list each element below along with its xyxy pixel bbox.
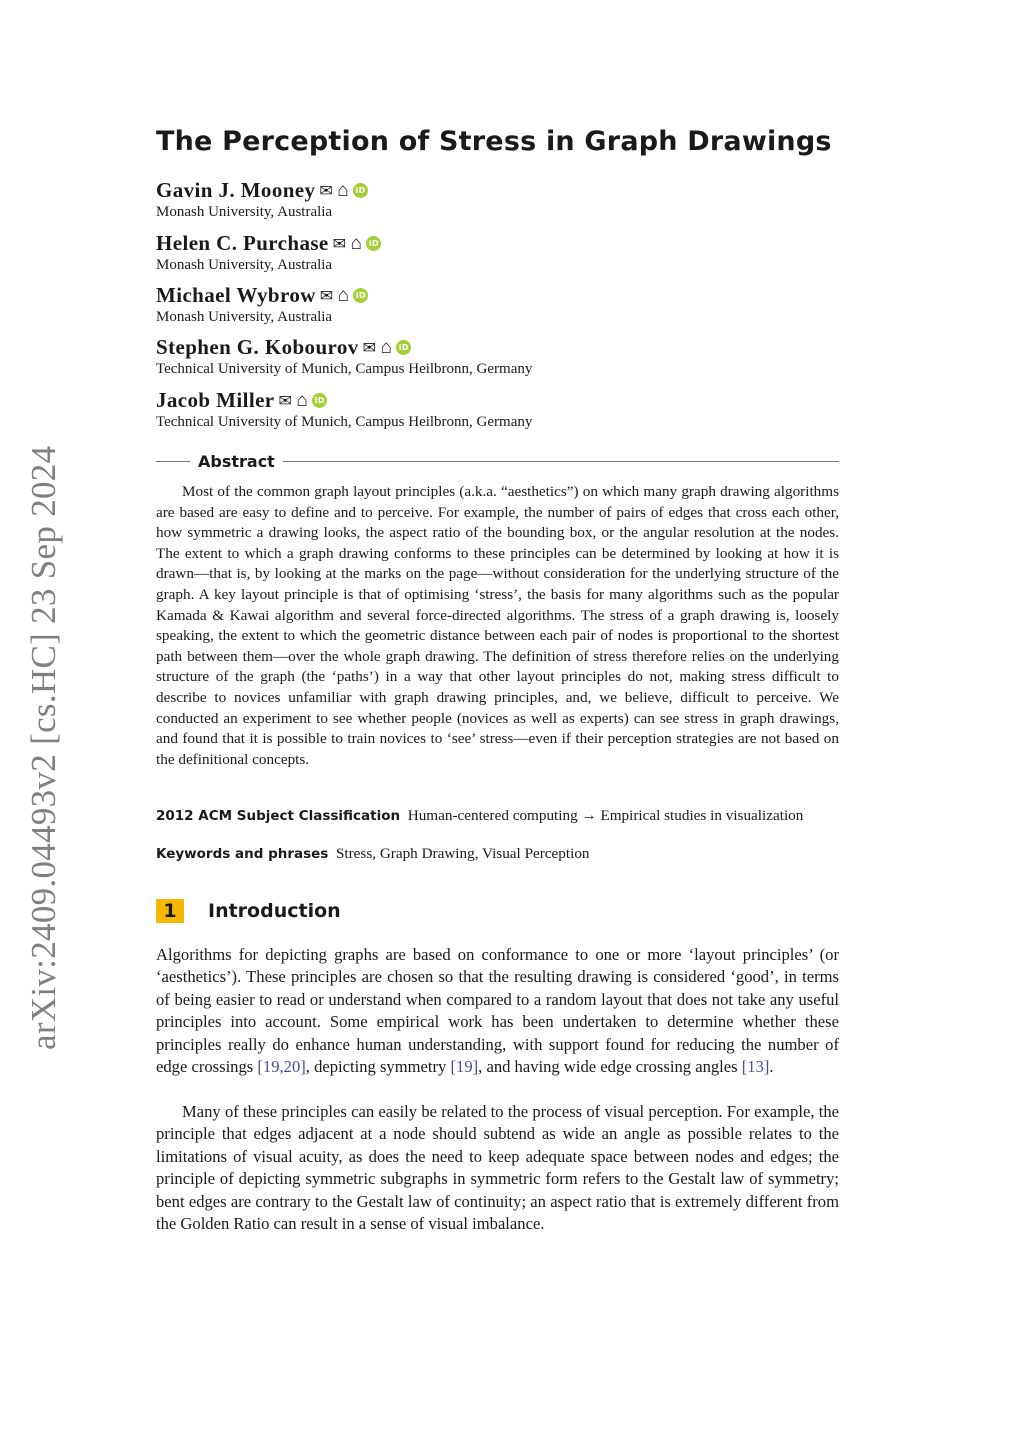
intro-paragraph-2: Many of these principles can easily be related to the process of visual perception. For example, the principle that edges adjacent at a node should subtend as wide an angle as possible relates to the limitations of visual acuity, as does the need to keep adequate space between nodes and edges; the principle of depicting symmetric subgraphs in symmetric form refers to the Gestalt law of symmetry; bent edges are contrary to the Gestalt law of continuity; an aspect ratio that is extremely different from the Golden Ratio can result in a sense of visual imbalance. [156,1102,839,1234]
citation-link[interactable]: [13] [741,1057,770,1077]
email-icon[interactable]: ✉ [332,235,347,253]
arxiv-identifier: arXiv:2409.04493v2 [cs.HC] 23 Sep 2024 [24,445,63,1050]
home-icon[interactable]: ⌂ [296,389,309,411]
author [156,283,368,326]
home-icon[interactable]: ⌂ [337,284,350,306]
author [156,231,381,274]
author-name: Gavin J. Mooney [156,178,316,202]
author-affiliation: Technical University of Munich, Campus Heilbronn, Germany [156,414,533,430]
citation-link[interactable]: [19] [450,1057,479,1077]
intro-paragraph-1 [156,944,839,1078]
author-affiliation: Monash University, Australia [156,309,333,325]
abstract-heading-text: Abstract [198,452,275,471]
section-heading [156,899,341,923]
text: . [769,1057,774,1077]
author-name: Jacob Miller [156,388,275,412]
author-name: Stephen G. Kobourov [156,335,359,359]
keywords [156,845,839,863]
text: , and having wide edge crossing angles [478,1057,742,1077]
author-name-row [156,231,381,256]
section-title: Introduction [208,900,341,922]
email-icon[interactable]: ✉ [362,339,377,357]
home-icon[interactable]: ⌂ [350,232,363,254]
rule [156,461,190,462]
email-icon[interactable]: ✉ [278,392,293,410]
orcid-icon[interactable]: iD [353,288,368,303]
keywords-value: Stress, Graph Drawing, Visual Perception [335,845,590,862]
author-affiliation: Technical University of Munich, Campus Heilbronn, Germany [156,361,533,377]
email-icon[interactable]: ✉ [319,287,334,305]
acm-value: Human-centered computing → Empirical studies in visualization [407,807,804,824]
paper-title: The Perception of Stress in Graph Drawings [156,126,832,157]
author [156,388,532,431]
acm-label: 2012 ACM Subject Classification [156,808,401,824]
orcid-icon[interactable]: iD [312,393,327,408]
text: , depicting symmetry [305,1057,451,1077]
author [156,178,368,221]
author-name: Michael Wybrow [156,283,316,307]
author-name: Helen C. Purchase [156,231,329,255]
section-number: 1 [156,899,184,923]
orcid-icon[interactable]: iD [353,183,368,198]
rule [283,461,839,462]
author [156,335,532,378]
home-icon[interactable]: ⌂ [380,336,393,358]
keywords-label: Keywords and phrases [156,846,329,862]
author-name-row [156,283,368,308]
orcid-icon[interactable]: iD [396,340,411,355]
orcid-icon[interactable]: iD [366,236,381,251]
home-icon[interactable]: ⌂ [337,179,350,201]
author-affiliation: Monash University, Australia [156,257,333,273]
text: Algorithms for depicting graphs are based on conformance to one or more ‘layout principles’ (or ‘aesthetics’). These principles are chosen so that the resulting drawing is considered ‘good’, in terms of being easier to read or understand when compared to a random layout that does not take any useful principles into account. Some empirical work has been undertaken to determine whether these principles really do enhance human understanding, with support found for reducing the number of edge crossings [156,945,839,1077]
author-affiliation: Monash University, Australia [156,204,333,220]
author-name-row [156,335,532,360]
citation-link[interactable]: [19,20] [257,1057,306,1077]
email-icon[interactable]: ✉ [319,182,334,200]
abstract-heading [156,452,839,471]
abstract-text: Most of the common graph layout principles (a.k.a. “aesthetics”) on which many graph drawing algorithms are based are easy to define and to perceive. For example, the number of pairs of edges that cross each other, how symmetric a drawing looks, the aspect ratio of the bounding box, or the angular resolution at the nodes. The extent to which a graph drawing conforms to these principles can be determined by looking at how it is drawn—that is, by looking at the marks on the page—without consideration for the underlying structure of the graph. A key layout principle is that of optimising ‘stress’, the basis for many algorithms such as the popular Kamada & Kawai algorithm and several force-directed algorithms. The stress of a graph drawing is, loosely speaking, the extent to which the geometric distance between each pair of nodes is proportional to the shortest path between them—over the whole graph drawing. The definition of stress therefore relies on the underlying structure of the graph (the ‘paths’) in a way that other layout principles do not, making stress difficult to describe to novices unfamiliar with graph drawing principles, and, we believe, difficult to perceive. We conducted an experiment to see whether people (novices as well as experts) can see stress in graph drawings, and found that it is possible to train novices to ‘see’ stress—even if their perception strategies are not based on the definitional concepts. [156,483,839,768]
author-name-row [156,178,368,203]
acm-classification [156,807,839,825]
author-name-row [156,388,532,413]
